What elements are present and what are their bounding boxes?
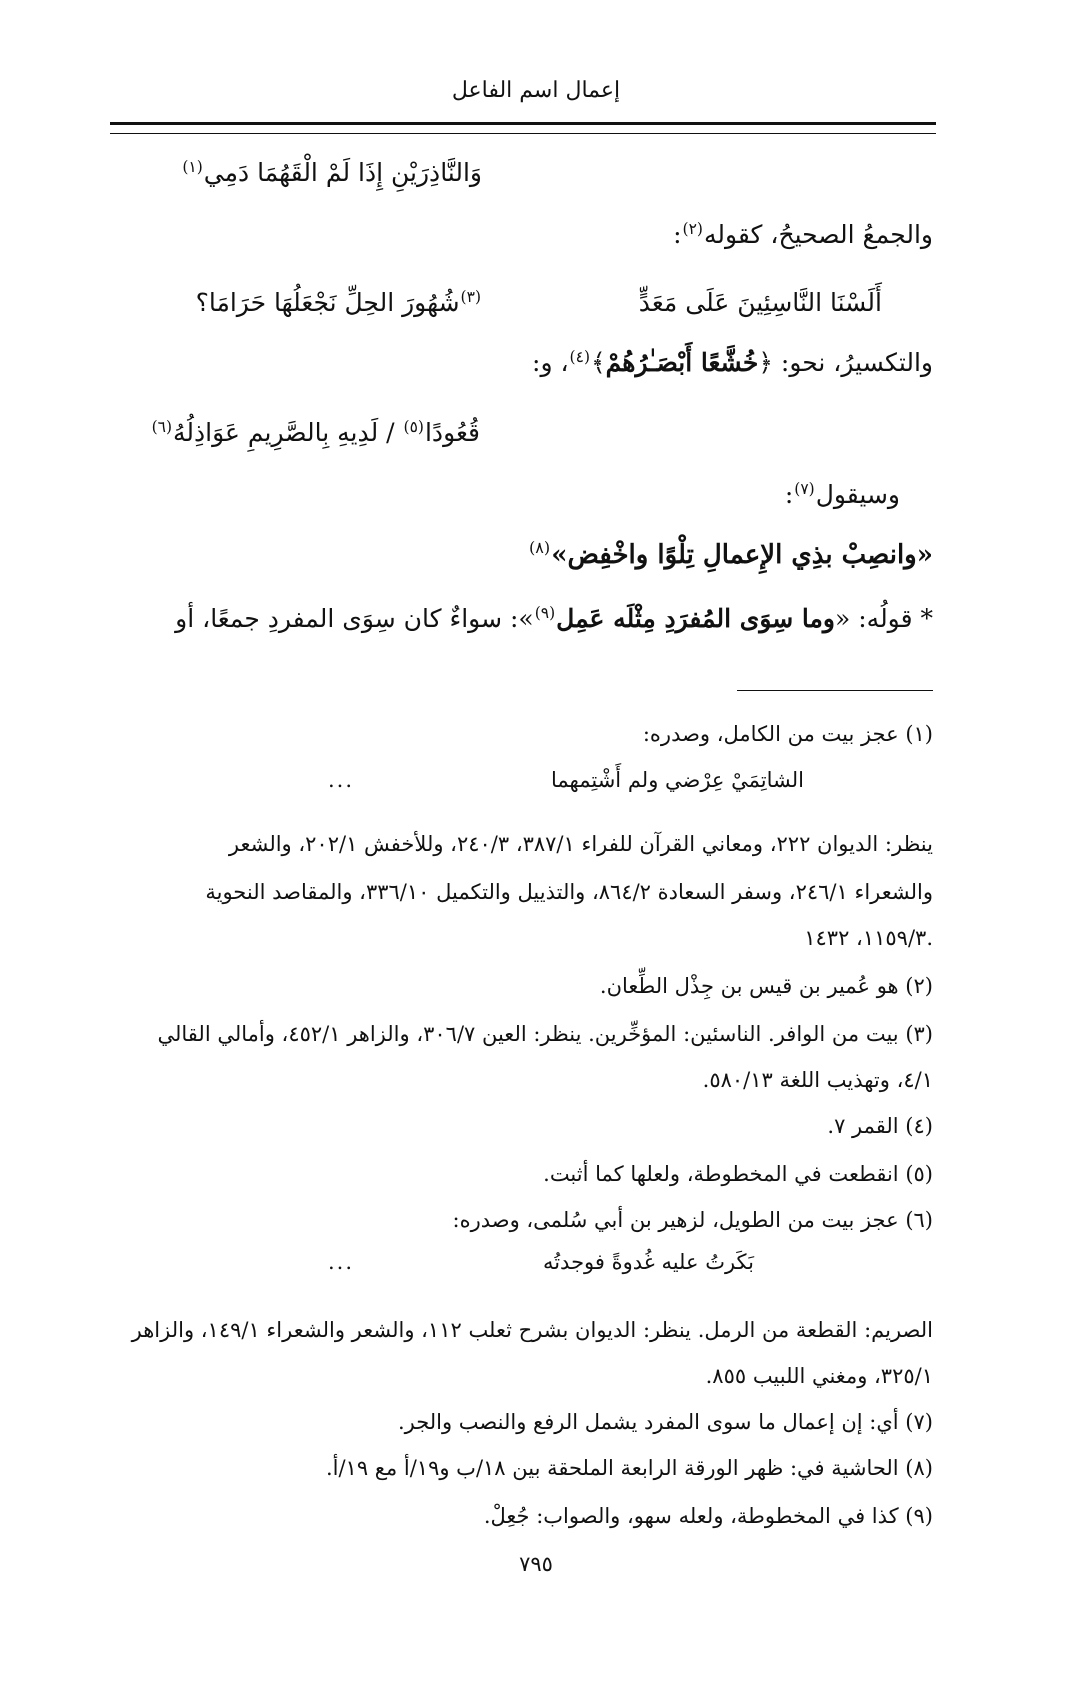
footnote-9: (٩) كذا في المخطوطة، ولعله سهو، والصواب: جُعِلْ. xyxy=(483,1504,933,1528)
footnote-separator xyxy=(737,690,933,691)
verse-hemistich-second: شُهُورَ الحِلِّ نَجْعَلُهَا حَرَامَا؟ xyxy=(195,288,460,317)
footnote-1-source-2: والشعراء ٢٤٦/١، وسفر السعادة ٨٦٤/٢، والتذييل والتكميل ٣٣٦/١٠، والمقاصد النحوية xyxy=(205,880,933,904)
footnote-1: (١) عجز بيت من الكامل، وصدره: xyxy=(642,722,933,746)
verse-line-3b xyxy=(196,288,482,317)
paragraph-line-2 xyxy=(673,220,933,249)
quran-quote: خُشَّعًا أَبْصَـٰرُهُمْ xyxy=(605,348,759,377)
footnote-7: (٧) أي: إن إعمال ما سوى المفرد يشمل الرفع والنصب والجر. xyxy=(397,1410,933,1434)
footnote-1-ellipsis: ... xyxy=(327,768,354,792)
footnote-6-source-1: الصريم: القطعة من الرمل. ينظر: الديوان بشرح ثعلب ١١٢، والشعر والشعراء ١٤٩/١، والزاهر xyxy=(131,1318,933,1342)
quoted-verse-line-7 xyxy=(528,540,933,570)
footnote-ref: (٩) xyxy=(534,603,556,622)
verse-line-3 xyxy=(639,288,882,317)
body-text: : xyxy=(673,220,682,249)
footnote-6-ellipsis: ... xyxy=(327,1250,354,1274)
quoted-text: وما سِوَى المُفرَدِ مِثْلَه عَمِل xyxy=(556,604,835,633)
verse-text: / لَدِيهِ بِالصَّرِيمِ عَوَاذِلُهُ xyxy=(173,418,403,447)
page-number: ٧٩٥ xyxy=(519,1552,553,1576)
footnote-6: (٦) عجز بيت من الطويل، لزهير بن أبي سُلمى، وصدره: xyxy=(452,1208,933,1232)
verse-text: وَالنَّاذِرَيْنِ إِذَا لَمْ الْقَهُمَا دَمِي xyxy=(203,158,482,187)
footnote-3-line-2: ٤/١، وتهذيب اللغة ٥٨٠/١٣. xyxy=(702,1068,933,1092)
body-text: ﴾ xyxy=(591,348,606,377)
footnote-ref: (٥) xyxy=(403,417,424,436)
footnote-1-source-1: ينظر: الديوان ٢٢٢، ومعاني القرآن للفراء ٣٨٧/١، ٢٤٠/٣، وللأخفش ٢٠٢/١، والشعر xyxy=(228,832,933,856)
footnote-3-line-1: (٣) بيت من الوافر. الناسئين: المؤخِّرين. ينظر: العين ٣٠٦/٧، والزاهر ٤٥٢/١، وأمالي القالي xyxy=(157,1022,933,1046)
footnote-ref: (٨) xyxy=(528,538,551,558)
footnote-ref: (٣) xyxy=(460,287,481,306)
footnote-1-source-3: ١١٥٩/٣، ١٤٣٢. xyxy=(804,926,933,950)
paragraph-line-4 xyxy=(532,348,933,377)
footnote-2: (٢) هو عُمير بن قيس بن جِذْل الطِّعان. xyxy=(599,974,933,998)
footnote-5: (٥) انقطعت في المخطوطة، ولعلها كما أثبت. xyxy=(543,1162,933,1186)
footnote-ref: (٤) xyxy=(569,347,590,366)
footnote-8: (٨) الحاشية في: ظهر الورقة الرابعة الملحقة بين ١٨/ب و١٩/أ مع ١٩/أ. xyxy=(325,1456,933,1480)
paragraph-line-6 xyxy=(785,480,900,509)
body-text: ، و: xyxy=(532,348,569,377)
header-rule-thin xyxy=(110,133,936,134)
quoted-verse: «وانصِبْ بذِي الإِعمالِ تِلْوًا واخْفِض» xyxy=(551,540,933,570)
verse-line-1 xyxy=(181,158,482,187)
verse-hemistich-first: أَلَسْنَا النَّاسِئِينَ عَلَى مَعَدٍّ xyxy=(638,288,882,317)
footnote-6-verse: بَكَرتُ عليه غُدوةً فوجدتُه xyxy=(542,1250,754,1274)
body-text: : xyxy=(784,480,794,509)
body-text: »: سواءٌ كان سِوَى المفردِ جمعًا، أو xyxy=(175,604,534,633)
footnote-ref: (٧) xyxy=(794,479,815,498)
footnote-6-source-2: ٣٢٥/١، ومغني اللبيب ٨٥٥. xyxy=(705,1364,933,1388)
paragraph-line-8 xyxy=(175,604,933,633)
footnote-4: (٤) القمر ٧. xyxy=(827,1114,933,1138)
footnote-ref: (٢) xyxy=(682,219,703,238)
verse-text: قُعُودًا xyxy=(424,418,480,447)
body-text: * قولُه: « xyxy=(835,604,933,633)
body-text: والجمعُ الصحيحُ، كقوله xyxy=(703,220,933,249)
verse-line-5 xyxy=(151,418,480,447)
footnote-1-verse: الشاتِمَيْ عِرْضي ولم أَشْتِمهما xyxy=(551,768,804,792)
body-text: والتكسيرُ، نحو: ﴿ xyxy=(758,348,933,377)
running-header: إعمال اسم الفاعل xyxy=(451,78,621,103)
body-text: وسيقول xyxy=(815,480,900,509)
header-rule-thick xyxy=(110,122,936,125)
footnote-ref: (١) xyxy=(182,157,203,176)
footnote-ref: (٦) xyxy=(151,417,173,436)
